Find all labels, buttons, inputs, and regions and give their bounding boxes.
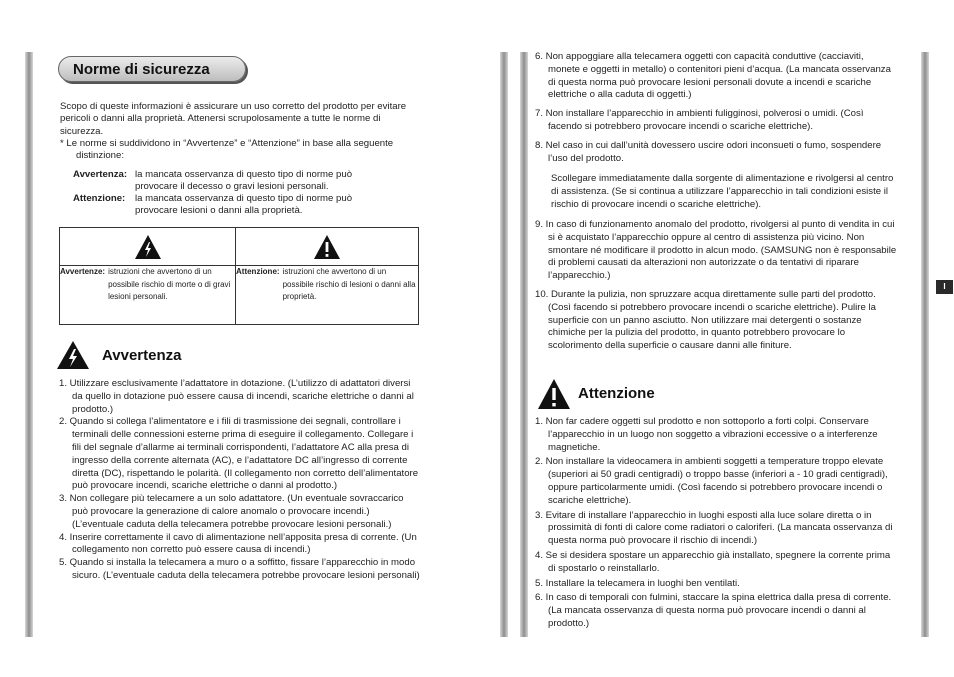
definition-attenzione-label: Attenzione: [73,193,126,204]
symbol-legend-table [59,227,419,325]
attenzione-item: 3. Evitare di installare l’apparecchio in luoghi esposti alla luce solare diretta o in prossimità di fonti di calore come radiatori o caloriferi. (La mancata osservanza di questa norma può provocare il rischio di incendi.) [535,509,893,547]
warning-desc-text: istruzioni che avvertono di un possibile rischio di morte o di gravi lesioni personali. [108,267,231,301]
left-page [42,0,422,677]
avvertenza-item: 3. Non collegare più telecamere a un solo adattatore. (Un eventuale sovraccarico può provocare la generazione di calore anomalo o provocare incendi.) (L’eventuale caduta della telecamera potrebbe provocare lesioni personali.) [59,493,404,530]
attenzione-heading: Attenzione [578,385,655,402]
warning-symbol-cell [60,228,236,266]
avvertenza-item: 6. Non appoggiare alla telecamera oggetti con capacità conduttive (cacciaviti, monete e oggetti in metallo) o contenitori pieni d’acqua. (La mancata osservanza di questa norma può provocare lesioni personali dovute a incendi e scariche elettriche o alla caduta di oggetti.) [535,51,891,101]
attenzione-exclamation-icon [537,378,571,410]
avvertenza-item: 1. Utilizzare esclusivamente l’adattatore in dotazione. (L’utilizzo di adattatori diversi da quello in dotazione può essere causa di incendi, scariche elettriche o danni al prodotto.) [59,378,414,415]
exclamation-warning-icon [313,234,341,260]
avvertenza-continued-list-2 [535,219,897,353]
page-title: Norme di sicurezza [58,56,246,82]
caution-desc-text: istruzioni che avvertono di un possibile rischio di lesioni o danni alla proprietà. [282,267,416,301]
warning-desc-label: Avvertenze: [60,267,106,276]
avvertenza-item: 4. Inserire correttamente il cavo di alimentazione nell’apposita presa di corrente. (Un collegamento non corretto può essere causa di incendi.) [59,531,417,556]
classification-note: * Le norme si suddividono in “Avvertenze” e “Attenzione” in base alla seguente distinzione: [60,138,394,162]
avvertenza-item: 7. Non installare l’apparecchio in ambienti fuligginosi, polverosi o umidi. (Così facendo si potrebbero provocare incendi o scariche elettriche). [535,108,864,132]
avvertenza-heading: Avvertenza [102,347,182,364]
right-page [535,0,900,677]
attenzione-item: 5. Installare la telecamera in luoghi ben ventilati. [535,577,740,589]
item-8-extra-text: Scollegare immediatamente dalla sorgente di alimentazione e rivolgersi al centro di assistenza. (Se si continua a utilizzare l’apparecchio in tali condizioni esiste il rischio di provocare incendi o scariche elettriche). [551,173,894,210]
avvertenza-item: 5. Quando si installa la telecamera a muro o a soffitto, fissare l’apparecchio in modo sicuro. (L’eventuale caduta della telecamera potrebbe provocare lesioni personali) [59,557,420,581]
caution-desc-label: Attenzione: [236,267,280,276]
definition-attenzione [73,193,383,218]
caution-symbol-cell [236,228,419,266]
warning-description-cell [60,266,236,325]
attenzione-item: 6. In caso di temporali con fulmini, staccare la spina elettrica dalla presa di corrente. (La mancata osservanza di questa norma può provocare incendi o danni al prodotto.) [535,592,892,629]
left-binding-bar [25,52,33,637]
avvertenza-continued-list [535,51,897,165]
definition-attenzione-text: la mancata osservanza di questo tipo di norme può provocare lesioni o danni alla proprietà. [135,193,353,217]
attenzione-list [535,416,897,631]
avvertenza-lightning-icon [56,340,90,370]
attenzione-item: 4. Se si desidera spostare un apparecchio già installato, spegnere la corrente prima di spostarlo o reinstallarlo. [535,549,891,574]
avvertenza-item: 2. Quando si collega l’alimentatore e i fili di trasmissione dei segnali, controllare i terminali delle connessioni esterne prima di eseguire il collegamento. Collegare i fili del segnale d’allarme ai terminali corrispondenti, l’adattatore AC alla presa di ingresso della corrente alternata (AC), e l’adattatore DC all’ingresso di corrente diretta (DC), rispettando le polarità. (Il collegamento non corretto dell’alimentatore può provocare incendi, scariche elettriche o danni al prodotto.) [59,416,419,492]
definition-avvertenza-text: la mancata osservanza di questo tipo di norme può provocare il decesso o gravi lesioni personali. [135,169,353,193]
center-right-binding-bar [520,52,528,637]
lightning-warning-icon [134,234,162,260]
caution-description-cell [236,266,419,325]
avvertenza-list [59,378,421,583]
right-binding-bar [921,52,929,637]
avvertenza-item: 8. Nel caso in cui dall’unità dovessero uscire odori inconsueti o fumo, sospendere l’uso del prodotto. [535,139,882,164]
definition-avvertenza-label: Avvertenza: [73,169,128,180]
avvertenza-item: 9. In caso di funzionamento anomalo del prodotto, rivolgersi al punto di vendita in cui si è acquistato l’apparecchio oppure al centro di assistenza più vicino. Non smontare né modificare il prodotto in alcun modo. (SAMSUNG non è responsabile di problemi causati da alterazioni non autorizzate o da tentativi di riparare l’apparecchio.) [535,219,897,282]
language-tab: I [936,280,953,294]
attenzione-item: 2. Non installare la videocamera in ambienti soggetti a temperature troppo elevate (superiori ai 50 gradi centigradi) o troppo basse (inferiori a - 10 gradi centigradi), oppure particolarmente umidi. (Così facendo si potrebbero provocare incendi o scariche elettriche). [535,456,888,506]
intro-text: Scopo di queste informazioni è assicurare un uso corretto del prodotto per evitare pericoli o danni alla proprietà. Attenersi scrupolosamente a tutte le norme di sicurezza. [60,101,407,137]
attenzione-item: 1. Non far cadere oggetti sul prodotto e non sottoporlo a forti colpi. Conservare l’apparecchio in un luogo non soggetto a vibrazioni eccessive o a interferenze magnetiche. [535,416,878,453]
definition-avvertenza [73,169,383,194]
avvertenza-item: 10. Durante la pulizia, non spruzzare acqua direttamente sulle parti del prodotto. (Così facendo si potrebbero provocare incendi o scariche elettriche). Pulire la superficie con un panno asciutto. Non utilizzare mai detergenti o sostanze chimiche per la pulizia del prodotto, in quanto potrebbero provocare lo scolorimento della superficie o causare danni alle finiture. [535,288,876,352]
center-left-binding-bar [500,52,508,637]
